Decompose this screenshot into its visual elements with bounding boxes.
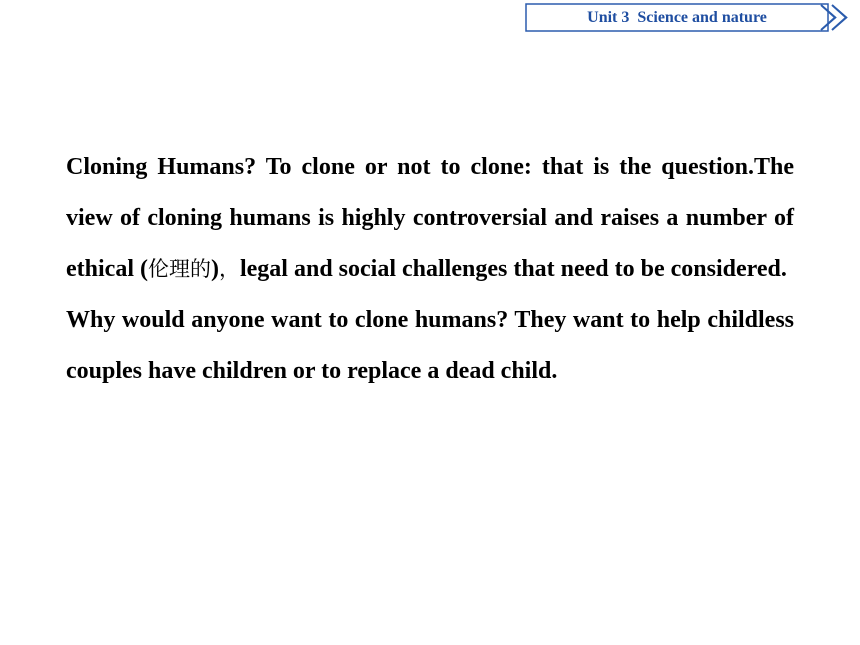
passage-text-1c: legal and social challenges that need to be considered. — [239, 256, 787, 282]
unit-banner — [525, 3, 860, 33]
passage — [66, 142, 794, 397]
passage-chinese-comma: ， — [218, 257, 240, 281]
passage-chinese-gloss: 伦理的 — [147, 257, 211, 281]
unit-title: Unit 3 Science and nature — [587, 9, 767, 26]
passage-text-1b: ) — [210, 256, 219, 282]
passage-text-1a: Cloning Humans? To clone or not to clone: that is the question.The view of cloning humans is highly controversial and raises a number of ethical ( — [66, 154, 794, 282]
paragraph-why-clone: Why would anyone want to clone humans? They want to help childless couples have children or to replace a dead child. — [66, 307, 794, 384]
paragraph-cloning-question — [66, 142, 794, 295]
